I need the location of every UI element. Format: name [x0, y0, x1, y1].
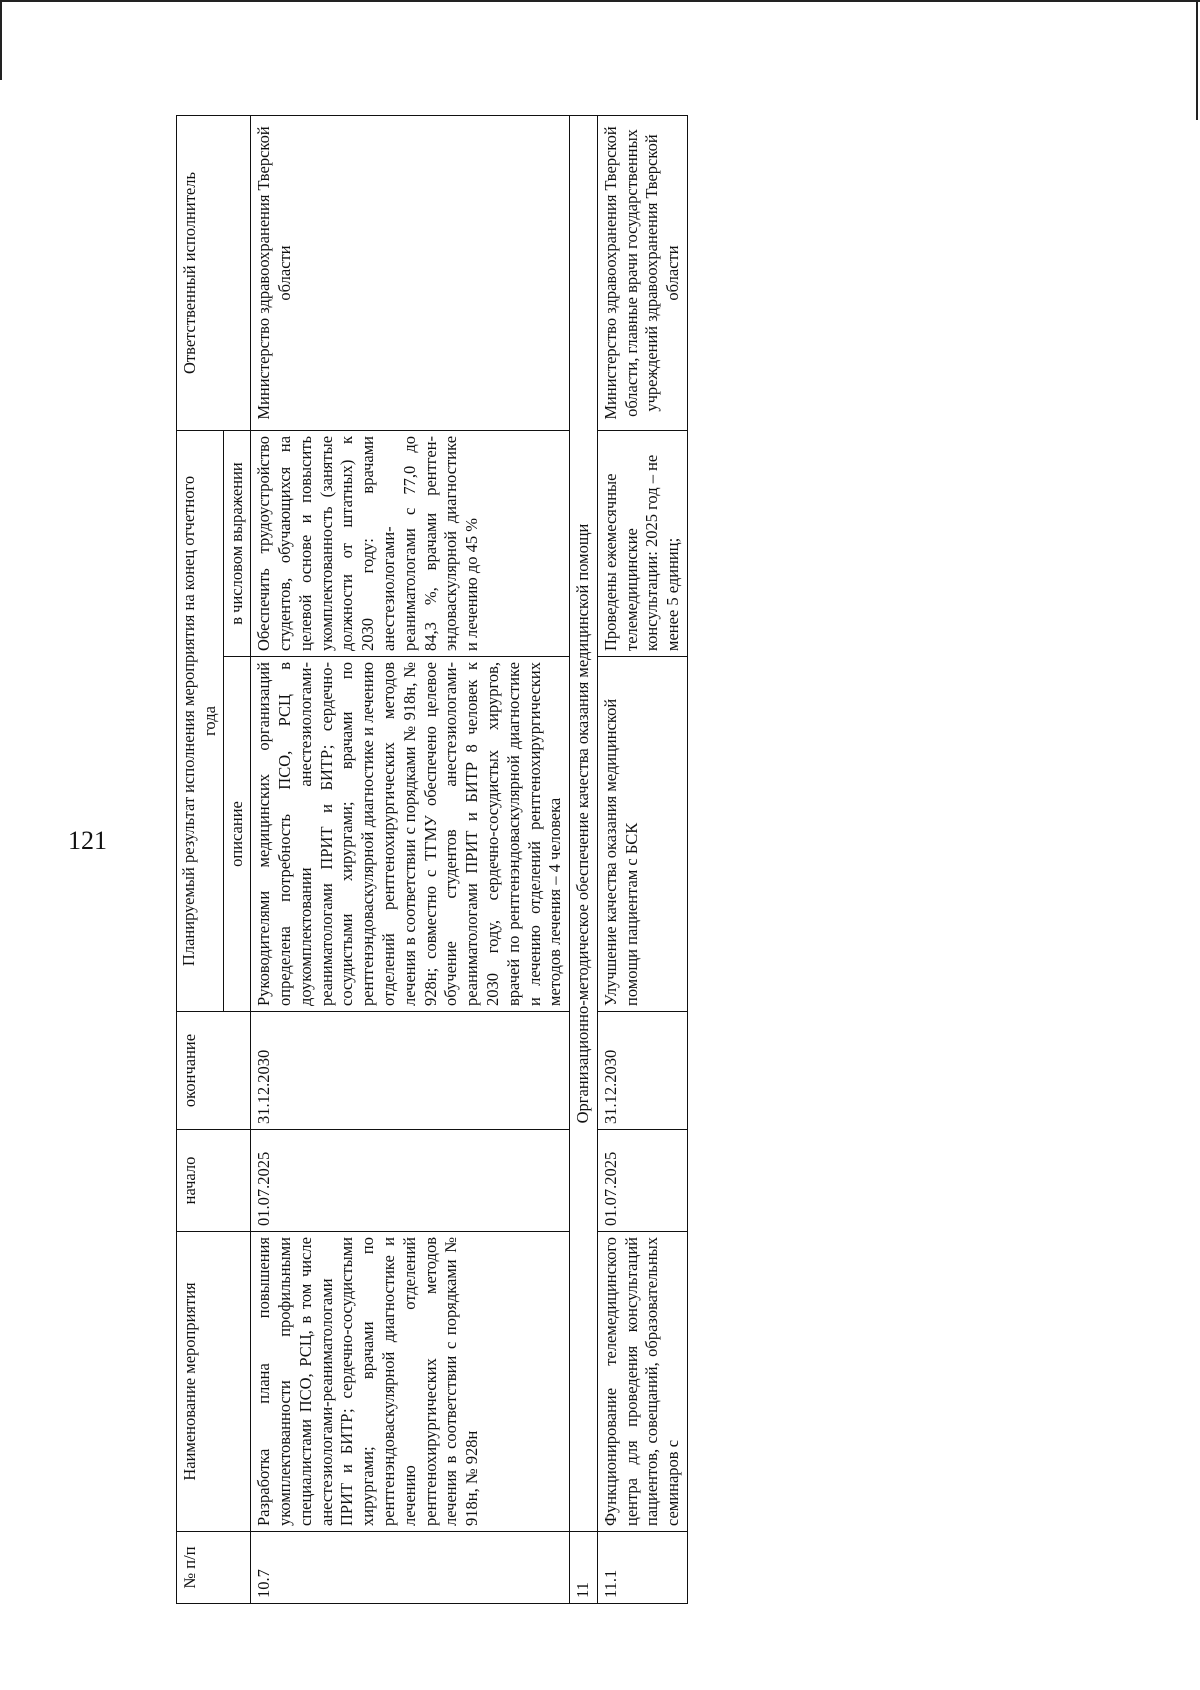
page-number: 121 — [68, 826, 107, 855]
row-executor: Министерство здравоохранения Тверской области, главные врачи государственных учреждений здравоохранения Тверской области — [597, 115, 687, 430]
row-end: 31.12.2030 — [597, 1012, 687, 1130]
section-num: 11 — [570, 1532, 598, 1604]
header-result-numeric: в числовом выражении — [223, 430, 251, 656]
header-executor: Ответственный исполнитель — [177, 115, 251, 430]
activity-plan-table — [176, 115, 688, 1604]
section-row — [570, 115, 598, 1603]
header-num: № п/п — [177, 1532, 251, 1604]
scan-edge-line-right — [1196, 0, 1198, 120]
section-title: Организационно-методическое обеспечение качества оказания медицинской помощи — [570, 115, 598, 1531]
row-executor: Министерство здравоохранения Тверской области — [251, 115, 570, 430]
header-start: начало — [177, 1130, 251, 1232]
table-header-row — [177, 115, 224, 1603]
header-end: окончание — [177, 1012, 251, 1130]
row-num: 11.1 — [597, 1532, 687, 1604]
row-numeric: Проведены ежемесячные телемедицинские консультации: 2025 год – не менее 5 единиц; — [597, 430, 687, 656]
table-row — [251, 115, 570, 1603]
table-row — [597, 115, 687, 1603]
row-start: 01.07.2025 — [251, 1130, 570, 1232]
header-result-group: Планируемый результат исполнения мероприятия на конец отчетного года — [177, 430, 224, 1011]
header-name: Наименование мероприятия — [177, 1232, 251, 1532]
row-start: 01.07.2025 — [597, 1130, 687, 1232]
row-name: Функционирование телемедицинского центра для проведения консультаций пациентов, совещаний, образовательных семинаров с — [597, 1232, 687, 1532]
rotated-table-container — [176, 116, 1122, 1604]
scan-edge-line-left — [0, 0, 2, 80]
row-description: Улучшение качества оказания медицинской помощи пациентам с БСК — [597, 657, 687, 1012]
scan-edge-line-top — [0, 0, 1200, 2]
row-name: Разработка плана повышения укомплектованности профильными специалистами ПСО, РСЦ, в том числе анестезиологами-реаниматологами ПРИТ и БИТР; сердечно-сосудистыми хирургами; врачами по рентгенэндоваскулярной диагностике и лечению отделений рентгенохирургических методов лечения в соответствии с порядками № 918н, № 928н — [251, 1232, 570, 1532]
row-end: 31.12.2030 — [251, 1012, 570, 1130]
header-result-description: описание — [223, 657, 251, 1012]
row-description: Руководителями медицинских организаций определена потребность ПСО, РСЦ в доукомплектовании анестезиологами-реаниматологами ПРИТ и БИТР; сердечно-сосудистыми хирургами; врачами по рентгенэндоваскулярной диагностике и лечению отделений рентгенохирургических методов лечения в соответствии с порядками № 918н, № 928н; совместно с ТГМУ обеспечено целевое обучение студентов анестезиологами-реаниматологами ПРИТ и БИТР 8 человек к 2030 году, сердечно-сосудистых хирургов, врачей по рентгенэндоваскулярной диагностике и лечению отделений рентгенохирургических методов лечения – 4 человека — [251, 657, 570, 1012]
row-numeric: Обеспечить трудоустройство студентов, обучающихся на целевой основе и повысить укомплектованность (занятые должности от штатных) к 2030 году: врачами анестезиологами-реаниматологами с 77,0 до 84,3 %, врачами рентген-эндоваскулярной диагностике и лечению до 45 % — [251, 430, 570, 656]
row-num: 10.7 — [251, 1532, 570, 1604]
